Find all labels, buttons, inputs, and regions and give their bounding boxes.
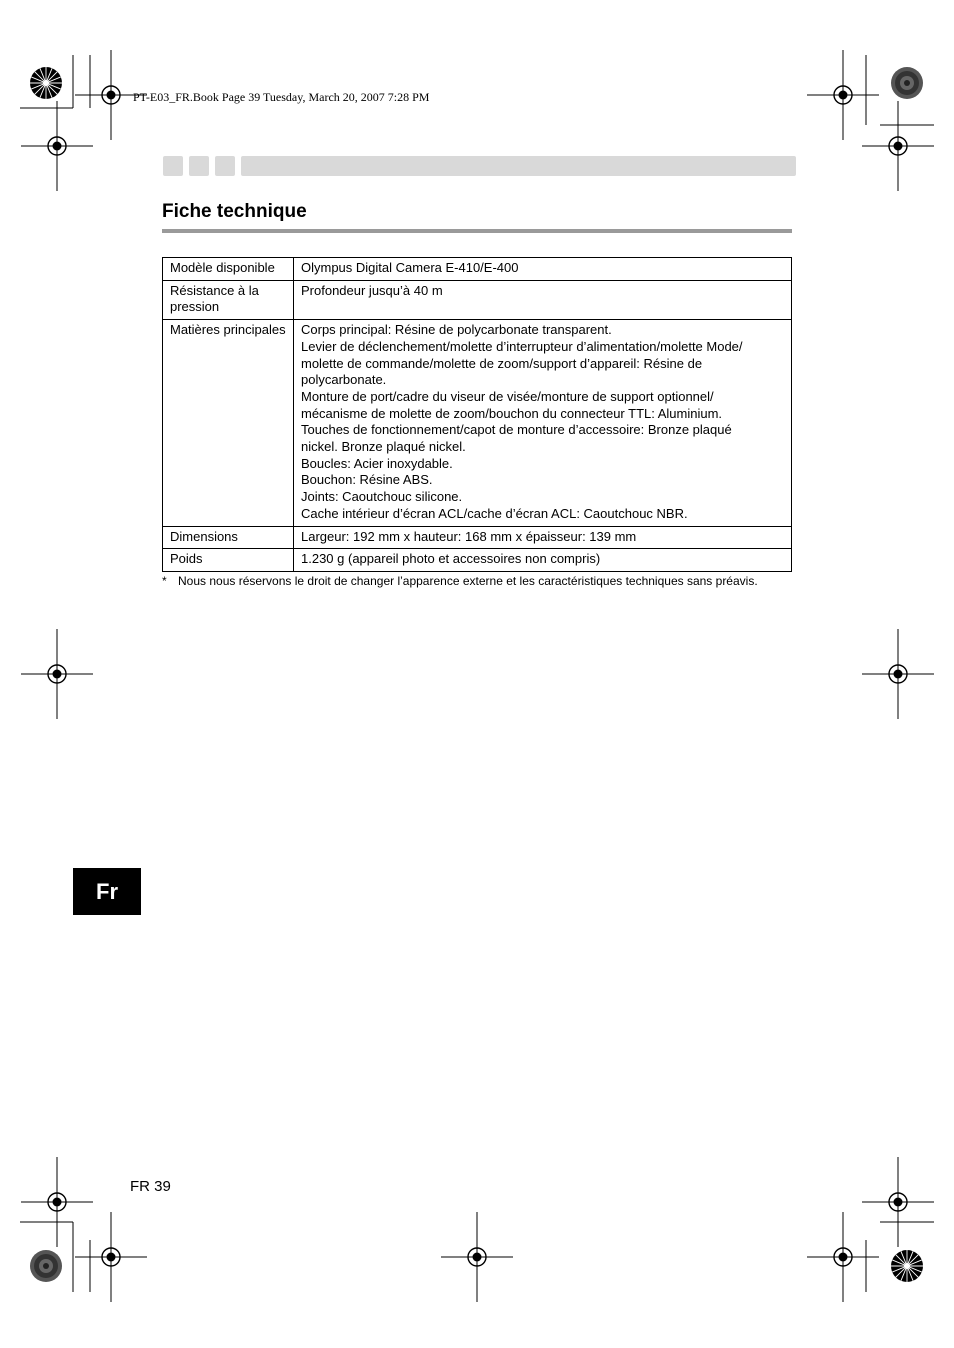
spec-value-line: polycarbonate.	[301, 372, 387, 388]
spec-value-line: nickel. Bronze plaqué nickel.	[301, 439, 466, 455]
header-block-3	[215, 156, 235, 176]
spec-value-line: Profondeur jusqu’à 40 m	[301, 282, 443, 298]
spec-row	[163, 549, 792, 572]
spec-row	[163, 280, 792, 319]
spec-value	[294, 549, 792, 572]
header-block-2	[189, 156, 209, 176]
footnote-marker: *	[162, 574, 167, 588]
spec-value-line: Largeur: 192 mm x hauteur: 168 mm x épaisseur: 139 mm	[301, 528, 637, 544]
page-title: Fiche technique	[162, 201, 307, 222]
spec-value-line: 1.230 g (appareil photo et accessoires non compris)	[301, 551, 601, 567]
spec-value	[294, 258, 792, 281]
spec-value-line: mécanisme de molette de zoom/bouchon du connecteur TTL: Aluminium.	[301, 405, 723, 421]
spec-value-line: Cache intérieur d’écran ACL/cache d’écran ACL: Caoutchouc NBR.	[301, 505, 688, 521]
title-underline	[162, 229, 792, 233]
spec-value-line: Touches de fonctionnement/capot de monture d’accessoire: Bronze plaqué	[301, 422, 732, 438]
spec-value-line: Olympus Digital Camera E-410/E-400	[301, 260, 519, 275]
spec-label: Poids	[163, 549, 294, 572]
spec-label: Modèle disponible	[163, 258, 294, 281]
spec-row	[163, 320, 792, 526]
spec-label: Dimensions	[163, 526, 294, 549]
spec-value-line: Boucles: Acier inoxydable.	[301, 455, 453, 471]
language-tab-label: Fr	[96, 878, 118, 904]
spec-value-line: molette de commande/molette de zoom/support d’appareil: Résine de	[301, 355, 703, 371]
spec-row	[163, 258, 792, 281]
spec-value-line: Bouchon: Résine ABS.	[301, 472, 433, 488]
spec-label: Matières principales	[163, 320, 294, 526]
page-number: FR 39	[130, 1178, 171, 1195]
spec-value-line: Corps principal: Résine de polycarbonate transparent.	[301, 322, 612, 338]
footnote	[162, 574, 758, 588]
spec-value-line: Monture de port/cadre du viseur de visée/monture de support optionnel/	[301, 388, 714, 404]
print-header: PT-E03_FR.Book Page 39 Tuesday, March 20, 2007 7:28 PM	[133, 90, 430, 104]
spec-table	[162, 257, 792, 572]
spec-label: Résistance à la pression	[163, 280, 294, 319]
spec-value	[294, 526, 792, 549]
spec-row	[163, 526, 792, 549]
header-bar-long	[241, 156, 796, 176]
header-block-1	[163, 156, 183, 176]
footnote-text: Nous nous réservons le droit de changer l’apparence externe et les caractéristiques techniques sans préavis.	[178, 574, 758, 588]
spec-value	[294, 320, 792, 526]
spec-value	[294, 280, 792, 319]
spec-value-line: Levier de déclenchement/molette d’interrupteur d’alimentation/molette Mode/	[301, 338, 743, 354]
spec-value-line: Joints: Caoutchouc silicone.	[301, 489, 463, 505]
language-tab	[73, 868, 141, 915]
